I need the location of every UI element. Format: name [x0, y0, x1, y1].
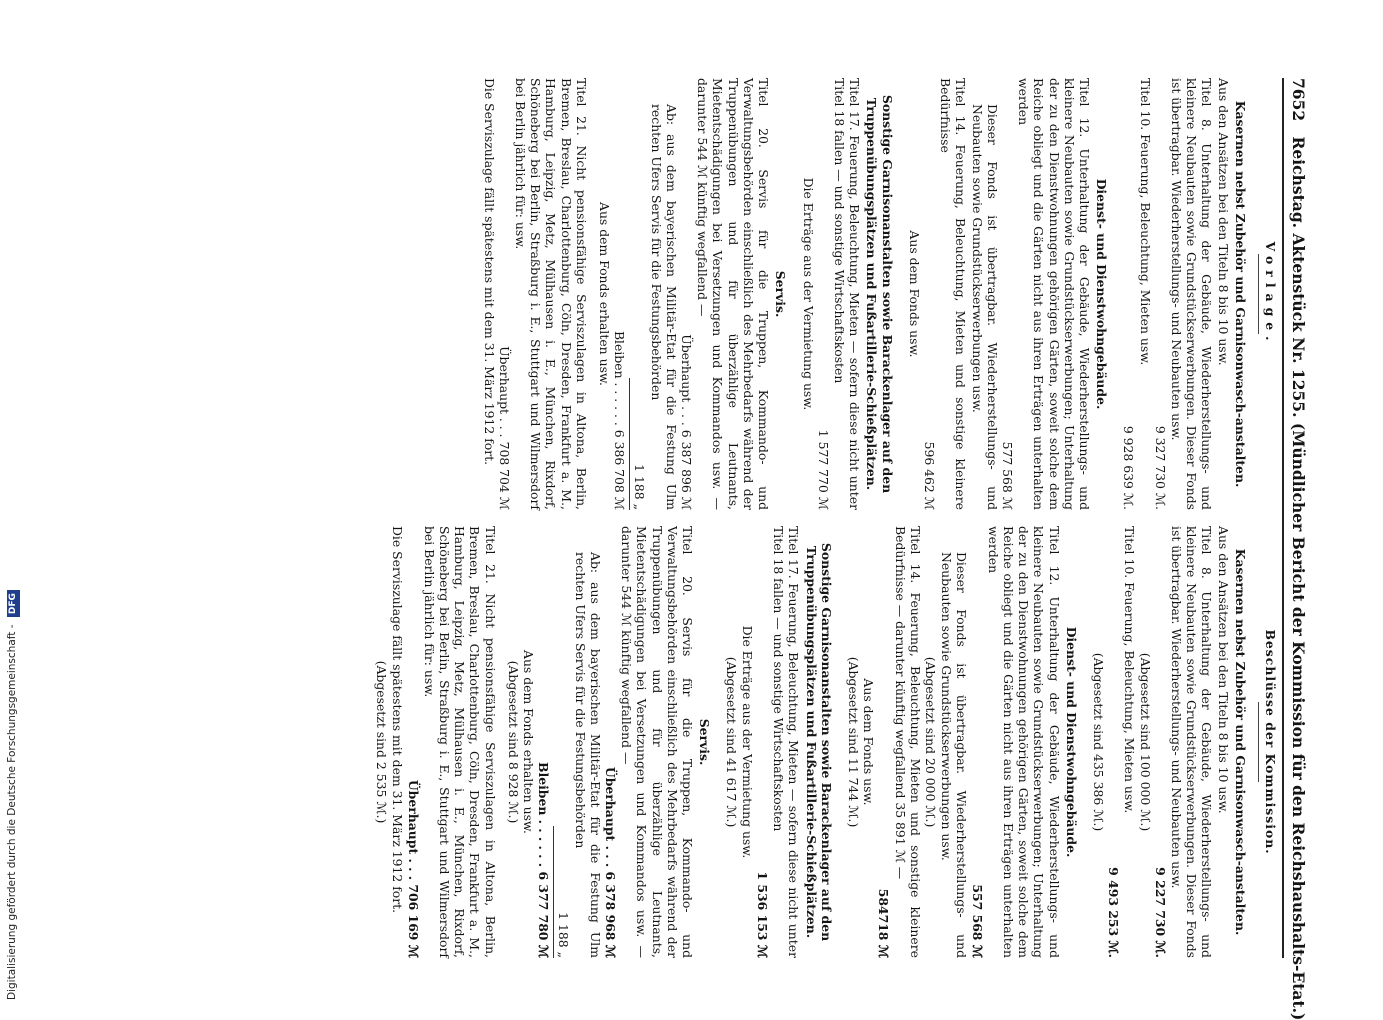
section-title: Kasernen nebst Zubehör und Garnisonwasch-anstalten. [1232, 100, 1248, 488]
bleiben-amount: 6 386 708 ℳ [612, 429, 628, 510]
titel-20-text: Titel 20. Servis für die Truppen, Kommando- und Verwaltungsbehörden einschließlich des Mehrbedarfs während der Truppenübungen und für überzählige Leutnants, Mietentschädigungen bei Versetzungen und Kommandos usw. — darunter 544 ℳ künftig wegfallend — [695, 78, 772, 510]
titel-14-text: Titel 14. Feuerung, Beleuchtung, Mieten und sonstige kleinere Bedürfnisse — darunter künftig wegfallend 35 891 ℳ — [892, 526, 923, 958]
titel-12-amount: 557 568 ℳ [969, 884, 985, 958]
rotated-document-page [110, 78, 1310, 1020]
titel-8-amount: 9 227 730 ℳ. [1152, 867, 1168, 958]
column-heading: Vorlage. [1258, 78, 1278, 510]
titel-12-text: Titel 12. Unterhaltung der Gebäude, Wiederherstellungs- und kleinere Neubauten sowie Grundstückserwerbungen; Unterhaltung der zu den Dienstwohnungen gehörigen Gärten, soweit solche dem Reiche obliegt und die Gärten nicht aus ihren Erträgen unterhalten werden [1016, 78, 1092, 510]
titel-17-cut: (Abgesetzt sind 41 617 ℳ.) [724, 656, 740, 828]
titel-14-amount: 596 462 ℳ [921, 441, 937, 510]
titel-8-text: Titel 8. Unterhaltung der Gebäude, Wiederherstellungs- und kleinere Neubauten sowie Grundstückserwerbungen. Dieser Fonds ist übertragbar. Wiederherstellungs- und Neubauten usw. [1168, 78, 1215, 510]
titel-21-row: Überhaupt . . . 708 704 ℳ [496, 346, 512, 510]
section-title: Dienst- und Dienstwohngebäude. [1063, 626, 1079, 858]
titel-17-amount: 1 577 770 ℳ [815, 429, 831, 510]
titel-12-amount: 577 568 ℳ [999, 441, 1015, 510]
titel-21-amount: 706 169 ℳ [405, 884, 421, 958]
digitization-credit [4, 0, 20, 1000]
titel-17-note: Die Erträge aus der Vermietung usw. [739, 625, 755, 859]
titel-17-note: Die Erträge aus der Vermietung usw. [800, 177, 816, 411]
bleiben-row: Bleiben . . . . . . 6 386 708 ℳ [612, 330, 628, 510]
section-title: Servis. [697, 718, 713, 766]
titel-21-cut: (Abgesetzt sind 2 535 ℳ.) [374, 660, 390, 824]
titel-21-row: Überhaupt . . . 706 169 ℳ [405, 779, 421, 958]
titel-10-cut: (Abgesetzt sind 435 386 ℳ.) [1090, 652, 1106, 832]
titel-14-cut: (Abgesetzt sind 11 744 ℳ.) [845, 656, 861, 828]
digitization-credit-text: Digitalisierung gefördert durch die Deutsche Forschungsgemeinschaft - [6, 624, 18, 1000]
ueberhaupt-label: Überhaupt [603, 766, 619, 842]
titel-8-text: Titel 8. Unterhaltung der Gebäude, Wiederherstellungs- und kleinere Neubauten sowie Grundstückserwerbungen. Dieser Fonds ist übertragbar. Wiederherstellungs- und Neubauten usw. [1168, 526, 1215, 958]
titel-12-note: Dieser Fonds ist übertragbar. Wiederherstellungs- und Neubauten sowie Grundstückserwerbungen usw. [939, 552, 970, 958]
bleiben-row: Bleiben . . . . . . 6 377 780 ℳ [536, 762, 552, 958]
section-intro: Aus den Ansätzen bei den Titeln 8 bis 10 usw. [1215, 78, 1231, 366]
bleiben-note: Aus dem Fonds erhalten usw. [521, 650, 537, 834]
column-beschluesse [374, 526, 1280, 958]
titel-21-label: Überhaupt [405, 779, 421, 855]
ueberhaupt-row: Überhaupt . . . 6 387 896 ℳ [679, 334, 695, 510]
titel-20-text: Titel 20. Servis für die Truppen, Kommando- und Verwaltungsbehörden einschließlich des Mehrbedarfs während der Truppenübungen und für überzählige Leutnants, Mietentschädigungen bei Versetzungen und Kommandos usw. — darunter 544 ℳ künftig wegfallend — [619, 526, 696, 958]
titel-21-note: Die Serviszulage fällt spätestens mit dem 31. März 1912 fort. [481, 78, 497, 466]
section-title: Sonstige Garnisonanstalten sowie Barackenlager auf den Truppenübungsplätzen und Fußartillerie-Schießplätzen. [864, 94, 895, 494]
sum-rule [629, 378, 630, 510]
titel-12-cut: (Abgesetzt sind 20 000 ℳ.) [922, 656, 938, 828]
section-title: Servis. [773, 270, 789, 318]
titel-17-text: Titel 17. Feuerung, Beleuchtung, Mieten — sofern diese nicht unter Titel 18 fallen — und sonstige Wirtschaftskosten [771, 526, 802, 958]
section-title: Dienst- und Dienstwohngebäude. [1094, 178, 1110, 410]
ueberhaupt-label: Überhaupt [679, 334, 695, 403]
bleiben-label: Bleiben [536, 762, 552, 816]
titel-21-text: Titel 21. Nicht pensionsfähige Serviszulagen in Altona, Berlin, Bremen, Breslau, Charlottenburg, Cöln, Dresden, Frankfurt a. M., Hamburg, Leipzig, Metz, Mülhausen i. E., München, Rixdorf, Schöneberg bei Berlin, Straßburg i. E., Stuttgart und Wilmersdorf bei Berlin jährlich für: usw. [421, 526, 498, 958]
titel-14-text: Titel 14. Feuerung, Beleuchtung, Mieten und sonstige kleinere Bedürfnisse [938, 78, 969, 510]
section-title: Kasernen nebst Zubehör und Garnisonwasch-anstalten. [1232, 548, 1248, 936]
ab-text: Ab: aus dem bayerischen Militär-Etat für die Festung Ulm rechten Ufers Servis für die Festungsbehörden [648, 104, 679, 510]
titel-14-sub: Aus dem Fonds usw. [906, 230, 922, 358]
ueberhaupt-amount: 6 378 968 ℳ [603, 871, 619, 958]
sum-rule [553, 826, 554, 958]
titel-21-amount: 708 704 ℳ [496, 441, 512, 510]
titel-10-text: Titel 10. Feuerung, Beleuchtung, Mieten usw. [1137, 78, 1153, 366]
titel-8-amount: 9 327 730 ℳ. [1152, 425, 1168, 510]
titel-12-note: Dieser Fonds ist übertragbar. Wiederherstellungs- und Neubauten sowie Grundstückserwerbungen usw. [969, 104, 1000, 510]
page-title: Reichstag. Aktenstück Nr. 1255. (Mündlicher Bericht der Kommission für den Reichshaushalts-Etat.) [1289, 136, 1308, 1020]
ab-amount: 1 188 „ [632, 464, 648, 510]
titel-12-text: Titel 12. Unterhaltung der Gebäude, Wiederherstellungs- und kleinere Neubauten sowie Grundstückserwerbungen; Unterhaltung der zu den Dienstwohnungen gehörigen Gärten, soweit solche dem Reiche obliegt und die Gärten nicht aus ihren Erträgen unterhalten werden [985, 526, 1062, 958]
section-intro: Aus den Ansätzen bei den Titeln 8 bis 10 usw. [1215, 526, 1231, 814]
titel-21-label: Überhaupt [496, 346, 512, 414]
bleiben-label: Bleiben [612, 330, 628, 379]
dfg-logo: DFG [7, 590, 20, 617]
titel-8-cut: (Abgesetzt sind 100 000 ℳ.) [1137, 652, 1153, 832]
section-title: Sonstige Garnisonanstalten sowie Barackenlager auf den Truppenübungsplätzen und Fußartillerie-Schießplätzen. [803, 542, 834, 942]
ueberhaupt-amount: 6 387 896 ℳ [679, 429, 695, 510]
column-heading: Beschlüsse der Kommission. [1258, 526, 1278, 958]
titel-10-amount: 9 928 639 ℳ. [1121, 425, 1137, 510]
bleiben-note: Aus dem Fonds erhalten usw. [597, 202, 613, 386]
ab-text: Ab: aus dem bayerischen Militär-Etat für die Festung Ulm rechten Ufers Servis für die Festungsbehörden [572, 552, 603, 958]
ab-amount: 1 188 „ [556, 912, 572, 958]
titel-10-text: Titel 10. Feuerung, Beleuchtung, Mieten usw. [1122, 526, 1138, 814]
titel-14-sub: Aus dem Fonds usw. [861, 678, 877, 806]
bleiben-cut: (Abgesetzt sind 8 928 ℳ.) [505, 660, 521, 824]
page-number: 7652 [1289, 78, 1308, 122]
bleiben-amount: 6 377 780 ℳ [536, 871, 552, 958]
titel-17-text: Titel 17. Feuerung, Beleuchtung, Mieten — sofern diese nicht unter Titel 18 fallen — und sonstige Wirtschaftskosten [831, 78, 863, 510]
titel-21-note: Die Serviszulage fällt spätestens mit dem 31. März 1912 fort. [390, 526, 406, 914]
column-vorlage [480, 78, 1280, 510]
titel-14-amount: 584718 ℳ [876, 888, 892, 958]
titel-10-amount: 9 493 253 ℳ. [1106, 867, 1122, 958]
titel-17-amount: 1 536 153 ℳ [754, 871, 770, 958]
titel-21-text: Titel 21. Nicht pensionsfähige Serviszulagen in Altona, Berlin, Bremen, Breslau, Charlottenburg, Cöln, Dresden, Frankfurt a. M., Hamburg, Leipzig, Metz, Mülhausen i. E., München, Rixdorf, Schöneberg bei Berlin, Straßburg i. E., Stuttgart und Wilmersdorf bei Berlin jährlich für: usw. [513, 78, 589, 510]
ueberhaupt-row: Überhaupt . . . 6 378 968 ℳ [603, 766, 619, 958]
page-header [1282, 78, 1310, 1020]
